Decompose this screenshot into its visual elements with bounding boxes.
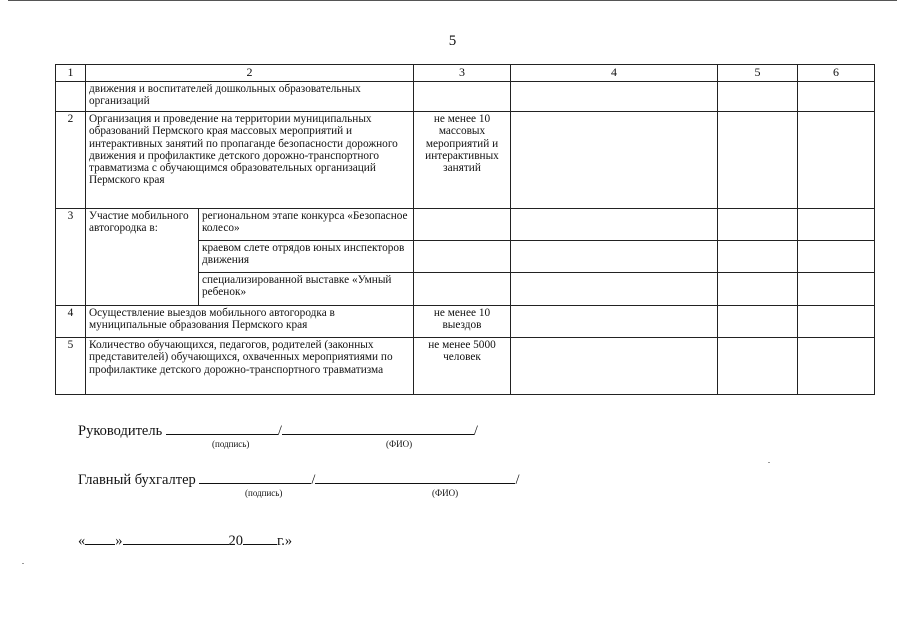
row-number: 4 [56,306,86,338]
accountant-label: Главный бухгалтер [78,472,196,488]
name-blank [315,471,515,484]
month-blank [123,532,229,545]
day-blank [85,532,115,545]
slash: / [277,423,282,439]
date-line [78,532,292,550]
column-header: 6 [798,65,875,82]
slash: / [515,472,520,488]
slash: / [473,423,478,439]
column-header: 1 [56,65,86,82]
column-header: 3 [414,65,511,82]
sub-item: краевом слете отрядов юных инспекторов движения [199,241,414,273]
top-rule [8,0,897,1]
row-description: Осуществление выездов мобильного автогородка в муниципальные образования Пермского края [86,306,414,338]
name-caption: (ФИО) [432,488,459,498]
table-row [56,306,875,338]
name-blank [282,422,474,435]
table-row [56,82,875,112]
table-row [56,112,875,209]
column-header: 5 [718,65,798,82]
signature-blank [199,471,311,484]
date-open-quote: « [78,533,86,549]
year-blank [243,532,277,545]
continuation-text: движения и воспитателей дошкольных образовательных организаций [86,82,414,112]
name-caption: (ФИО) [386,439,413,449]
signature-caption: (подпись) [245,488,283,498]
row-number: 2 [56,112,86,209]
table-row [56,209,875,241]
row-number: 5 [56,338,86,395]
column-header: 4 [511,65,718,82]
sub-item: специализированной выставке «Умный ребенок» [199,273,414,306]
table-row [56,338,875,395]
row-description: Количество обучающихся, педагогов, родителей (законных представителей) обучающихся, охваченных мероприятиями по профилактике детского дорожно-транспортного травматизма [86,338,414,395]
head-signature-line [78,422,478,440]
date-close-quote: » [115,533,123,549]
head-label: Руководитель [78,423,163,439]
accountant-signature-line [78,471,519,489]
row-target: не менее 10 выездов [414,306,511,338]
column-header: 2 [86,65,414,82]
row-target: не менее 10 массовых мероприятий и интерактивных занятий [414,112,511,209]
report-table [55,64,875,395]
scan-speck [768,462,770,463]
year-prefix: 20 [228,533,243,549]
page-number: 5 [448,33,457,49]
row-number: 3 [56,209,86,306]
table-header-row [56,65,875,82]
scan-speck [22,563,24,564]
slash: / [311,472,316,488]
year-suffix: г.» [277,533,293,549]
row-description: Организация и проведение на территории муниципальных образований Пермского края массовых мероприятий и интерактивных занятий по пропаганде безопасности дорожного движения и профилактике детского дорожно-транспортного травматизма с обучающимся образовательных организаций Пермского края [86,112,414,209]
row-description: Участие мобильного автогородка в: [86,209,199,306]
row-target: не менее 5000 человек [414,338,511,395]
signature-blank [166,422,278,435]
signature-caption: (подпись) [212,439,250,449]
sub-item: региональном этапе конкурса «Безопасное колесо» [199,209,414,241]
